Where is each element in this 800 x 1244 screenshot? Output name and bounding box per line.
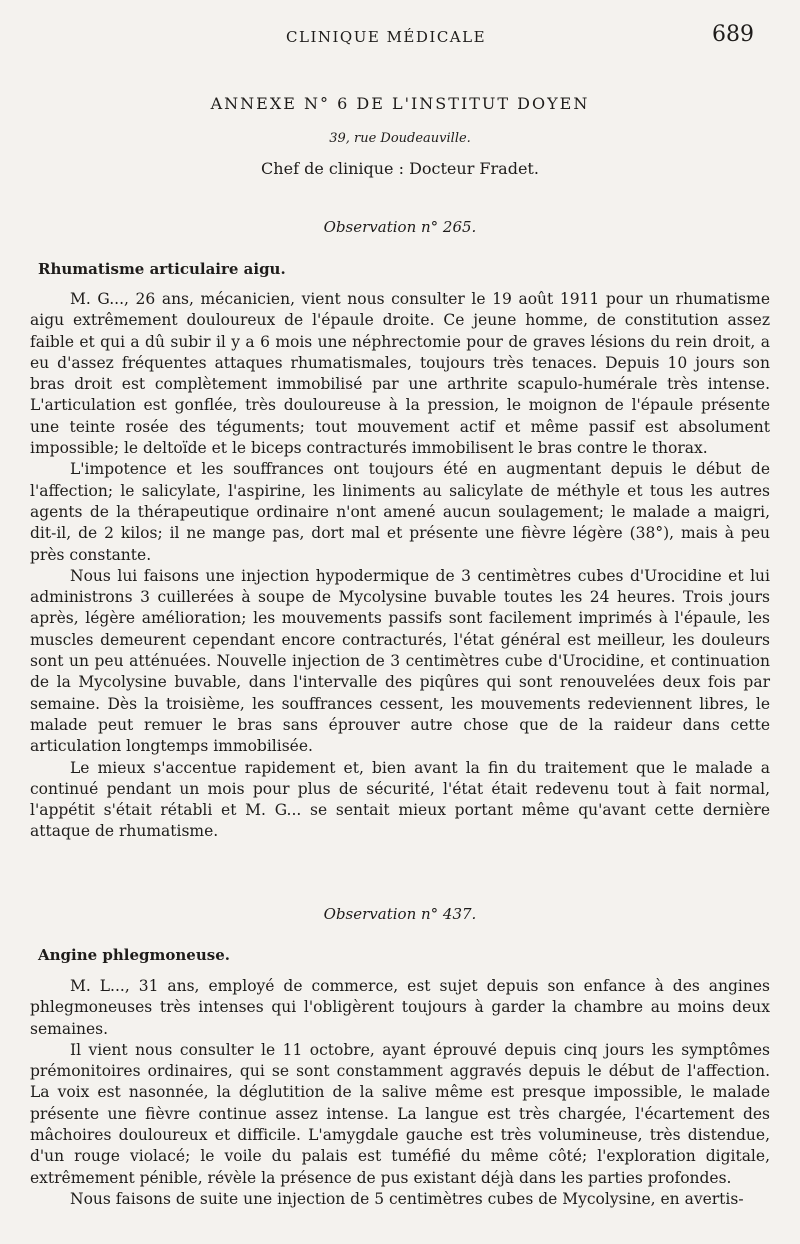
section-heading: Rhumatisme articulaire aigu. <box>38 260 286 278</box>
observation-body <box>30 976 770 1210</box>
section-heading: Angine phlegmoneuse. <box>38 946 230 964</box>
running-head <box>0 22 800 52</box>
observation-title: Observation n° 437. <box>323 905 477 923</box>
paragraph: Nous faisons de suite une injection de 5 centimètres cubes de Mycolysine, en avertis- <box>70 1189 744 1208</box>
annex-title: ANNEXE N° 6 DE L'INSTITUT DOYEN <box>210 94 590 113</box>
annex-address: 39, rue Doudeauville. <box>329 131 471 146</box>
page-number: 689 <box>712 22 754 47</box>
paragraph: Nous lui faisons une injection hypodermique de 3 centimètres cubes d'Urocidine et lui administrons 3 cuillerées à soupe de Mycolysine buvable toutes les 24 heures. Trois jours après, légère amélioration; les mouvements passifs sont facilement imprimés à l'épaule, les muscles demeurent cependant encore contracturés, l'état général est meilleur, les douleurs sont un peu atténuées. Nouvelle injection de 3 centimètres cube d'Urocidine, et continuation de la Mycolysine buvable, dans l'intervalle des piqûres qui sont renouvelées deux fois par semaine. Dès la troisième, les souffrances cessent, les mouvements redeviennent libres, le malade peut remuer le bras sans éprouver autre chose que de la raideur dans cette articulation longtemps immobilisée. <box>30 566 770 756</box>
paragraph: Il vient nous consulter le 11 octobre, ayant éprouvé depuis cinq jours les symptômes prémonitoires ordinaires, qui se sont constamment aggravés depuis le début de l'affection. La voix est nasonnée, la déglutition de la salive même est presque impossible, le malade présente une fièvre continue assez intense. La langue est très chargée, l'écartement des mâchoires douloureux et difficile. L'amygdale gauche est très volumineuse, très distendue, d'un rouge violacé; le voile du palais est tuméfié du même côté; l'exploration digitale, extrêmement pénible, révèle la présence de pus existant déjà dans les parties profondes. <box>30 1040 770 1187</box>
running-title: CLINIQUE MÉDICALE <box>286 28 487 46</box>
paragraph: L'impotence et les souffrances ont toujours été en augmentant depuis le début de l'affection; le salicylate, l'aspirine, les liniments au salicylate de méthyle et tous les autres agents de la thérapeutique ordinaire n'ont amené aucun soulagement; le malade a maigri, dit-il, de 2 kilos; il ne mange pas, dort mal et présente une fièvre légère (38°), mais à peu près constante. <box>30 460 770 564</box>
paragraph: M. L..., 31 ans, employé de commerce, est sujet depuis son enfance à des angines phlegmoneuses très intenses qui l'obligèrent toujours à garder la chambre au moins deux semaines. <box>30 977 770 1038</box>
paragraph: M. G..., 26 ans, mécanicien, vient nous consulter le 19 août 1911 pour un rhumatisme aigu extrêmement douloureux de l'épaule droite. Ce jeune homme, de constitution assez faible et qui a dû subir il y a 6 mois une néphrectomie pour de graves lésions du rein droit, a eu d'assez fréquentes attaques rhumatismales, toujours très tenaces. Depuis 10 jours son bras droit est complètement immobilisé par une arthrite scapulo-humérale très intense. L'articulation est gonflée, très douloureuse à la pression, le moignon de l'épaule présente une teinte rosée des téguments; tout mouvement actif et même passif est absolument impossible; le deltoïde et le biceps contracturés immobilisent le bras contre le thorax. <box>30 290 770 458</box>
observation-title: Observation n° 265. <box>323 218 477 236</box>
observation-body <box>30 289 770 843</box>
annex-chief: Chef de clinique : Docteur Fradet. <box>261 159 539 178</box>
paragraph: Le mieux s'accentue rapidement et, bien avant la fin du traitement que le malade a continué pendant un mois pour plus de sécurité, l'état était redevenu tout à fait normal, l'appétit s'était rétabli et M. G... se sentait mieux portant même qu'avant cette dernière attaque de rhumatisme. <box>30 758 770 841</box>
